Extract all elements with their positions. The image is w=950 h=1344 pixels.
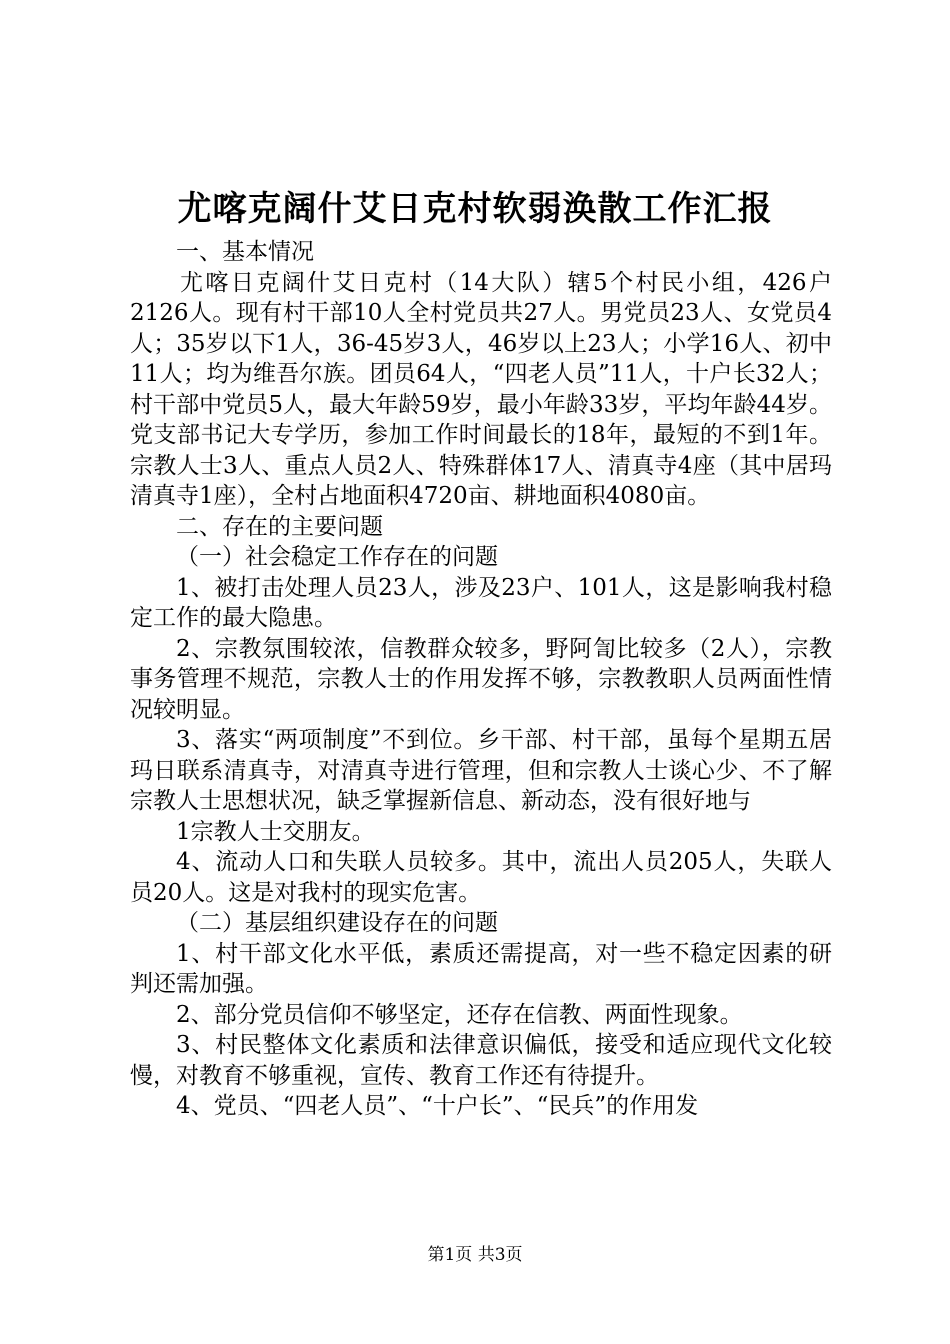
- paragraph: 1、被打击处理人员23人，涉及23户、101人，这是影响我村稳定工作的最大隐患。: [130, 574, 832, 631]
- paragraph: 3、落实“两项制度”不到位。乡干部、村干部，虽每个星期五居玛日联系清真寺，对清真寺进行管理，但和宗教人士谈心少、不了解宗教人士思想状况，缺乏掌握新信息、新动态，没有很好地与: [130, 727, 832, 814]
- subsection-heading: （二）基层组织建设存在的问题: [176, 910, 498, 936]
- paragraph: 2、宗教氛围较浓，信教群众较多，野阿訇比较多（2人），宗教事务管理不规范，宗教人士的作用发挥不够，宗教教职人员两面性情况较明显。: [130, 635, 832, 723]
- paragraph: 1、村干部文化水平低，素质还需提高，对一些不稳定因素的研判还需加强。: [130, 940, 832, 997]
- subsection-heading: （一）社会稳定工作存在的问题: [176, 544, 498, 570]
- paragraph: 4、党员、“四老人员”、“十户长”、“民兵”的作用发: [176, 1093, 699, 1119]
- paragraph: 4、流动人口和失联人员较多。其中，流出人员205人，失联人员20人。这是对我村的现实危害。: [130, 849, 832, 906]
- section-heading: 一、基本情况: [176, 239, 314, 265]
- page-number-footer: 第1页 共3页: [427, 1245, 523, 1265]
- document-title: 尤喀克阔什艾日克村软弱涣散工作汇报: [177, 189, 773, 229]
- paragraph: 尤喀日克阔什艾日克村（14大队）辖5个村民小组，426户2126人。现有村干部10人全村党员共27人。男党员23人、女党员4人；35岁以下1人，36-45岁3人，46岁以上23人；小学16人、初中11人；均为维吾尔族。团员64人，“四老人员”11人，十户长32人；村干部中党员5人，最大年龄59岁，最小年龄33岁，平均年龄44岁。党支部书记大专学历，参加工作时间最长的18年，最短的不到1年。宗教人士3人、重点人员2人、特殊群体17人、清真寺4座（其中居玛清真寺1座），全村占地面积4720亩、耕地面积4080亩。: [130, 269, 832, 509]
- paragraph: 3、村民整体文化素质和法律意识偏低，接受和适应现代文化较慢，对教育不够重视，宣传、教育工作还有待提升。: [130, 1032, 832, 1089]
- paragraph: 1宗教人士交朋友。: [176, 818, 375, 845]
- paragraph: 2、部分党员信仰不够坚定，还存在信教、两面性现象。: [176, 1001, 743, 1028]
- document-body: [130, 237, 832, 1122]
- section-heading: 二、存在的主要问题: [176, 513, 383, 540]
